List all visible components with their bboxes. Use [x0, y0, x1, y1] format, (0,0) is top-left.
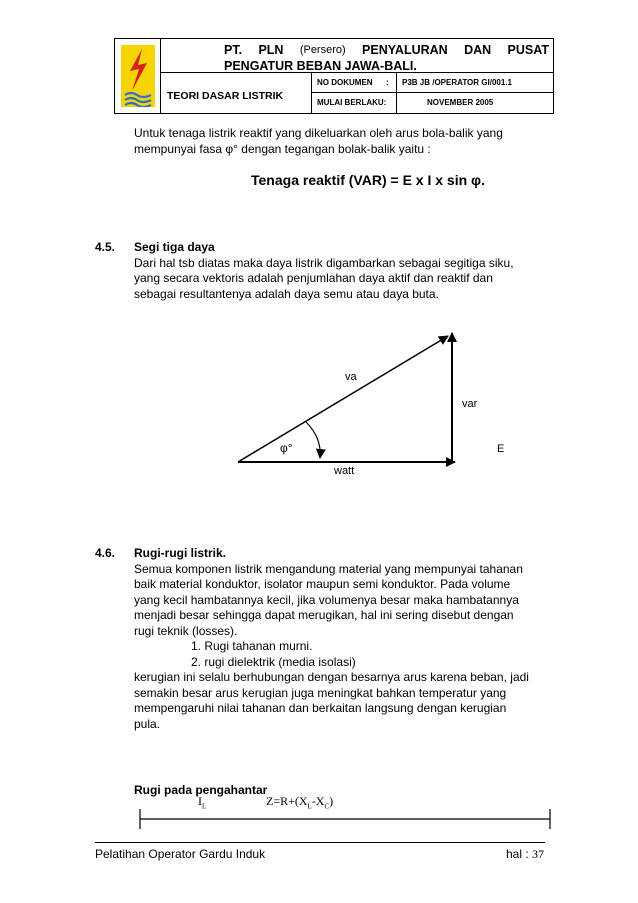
- paragraph-line: mempengaruhi nilai tahanan dan berkaitan langsung dengan kerugian: [134, 701, 507, 715]
- list-item: 1. Rugi tahanan murni.: [191, 639, 313, 653]
- effective-value: NOVEMBER 2005: [427, 98, 494, 107]
- company-word: DAN: [464, 43, 492, 57]
- doc-no-value: P3B JB /OPERATOR GI/001.1: [402, 78, 512, 87]
- doc-no-separator: :: [386, 78, 389, 87]
- conductor-loss-title: Rugi pada pengahantar: [134, 783, 268, 797]
- impedance-part: -X: [311, 794, 325, 808]
- paragraph-line: yang kecil hambatannya kecil, jika volumenya besar maka hambatannya: [134, 592, 519, 607]
- company-word: PT.: [224, 43, 243, 57]
- paragraph-line: sebagai resultantenya adalah daya semu atau daya buta.: [134, 286, 439, 301]
- xl-subscript: L: [307, 802, 312, 811]
- page-number: [506, 847, 544, 862]
- label-e: E: [497, 443, 505, 455]
- company-word: (Persero): [299, 44, 346, 56]
- paragraph-line: Dari hal tsb diatas maka daya listrik digambarkan sebagai segitiga siku,: [134, 255, 514, 270]
- paragraph-line: Semua komponen listrik mengandung material yang mempunyai tahanan: [134, 561, 523, 576]
- reactive-power-formula: Tenaga reaktif (VAR) = E x I x sin φ.: [251, 172, 485, 188]
- intro-line: mempunyai fasa φ° dengan tegangan bolak-balik yaitu :: [134, 141, 431, 156]
- impedance-part: Z=R+(X: [266, 794, 308, 808]
- footer-title: Pelatihan Operator Gardu Induk: [95, 847, 266, 861]
- company-word: PUSAT: [507, 43, 549, 57]
- section-number: 4.6.: [95, 546, 116, 560]
- paragraph-line: pula.: [134, 716, 161, 731]
- label-var: var: [462, 398, 478, 410]
- current-symbol: I: [198, 794, 202, 808]
- effective-label: MULAI BERLAKU:: [317, 98, 387, 107]
- footer-divider: [95, 842, 545, 843]
- paragraph-line: kerugian ini selalu berhubungan dengan besarnya arus karena beban, jadi: [134, 670, 529, 684]
- paragraph-line: yang secara vektoris adalah penjumlahan daya aktif dan reaktif dan: [134, 271, 493, 285]
- company-word: PLN: [258, 43, 284, 57]
- paragraph-line: menjadi besar sehingga dapat merugikan, hal ini sering disebut dengan: [134, 608, 514, 622]
- paragraph-line: rugi teknik (losses).: [134, 623, 238, 638]
- impedance-part: ): [329, 794, 334, 808]
- label-watt: watt: [334, 465, 355, 477]
- section-title: Segi tiga daya: [134, 240, 215, 254]
- document-topic: TEORI DASAR LISTRIK: [167, 90, 284, 102]
- section-title: Rugi-rugi listrik.: [134, 546, 227, 560]
- company-word: PENYALURAN: [362, 43, 448, 57]
- label-phi: φ°: [280, 441, 293, 455]
- paragraph-line: baik material konduktor, isolator maupun semi konduktor. Pada volume: [134, 577, 511, 591]
- paragraph-line: semakin besar arus kerugian juga meningkat bahkan temperatur yang: [134, 685, 507, 700]
- intro-line: Untuk tenaga listrik reaktif yang dikeluarkan oleh arus bola-balik yang: [134, 126, 503, 140]
- list-item: 2. rugi dielektrik (media isolasi): [191, 654, 356, 669]
- page-number-value: 37: [532, 847, 545, 861]
- xc-subscript: C: [324, 802, 330, 811]
- current-subscript: L: [202, 802, 207, 811]
- label-va: va: [345, 371, 357, 383]
- company-line2: PENGATUR BEBAN JAWA-BALI.: [224, 59, 417, 73]
- page-number-label: hal :: [506, 847, 533, 861]
- doc-no-label: NO DOKUMEN: [317, 78, 373, 87]
- section-number: 4.5.: [95, 240, 116, 254]
